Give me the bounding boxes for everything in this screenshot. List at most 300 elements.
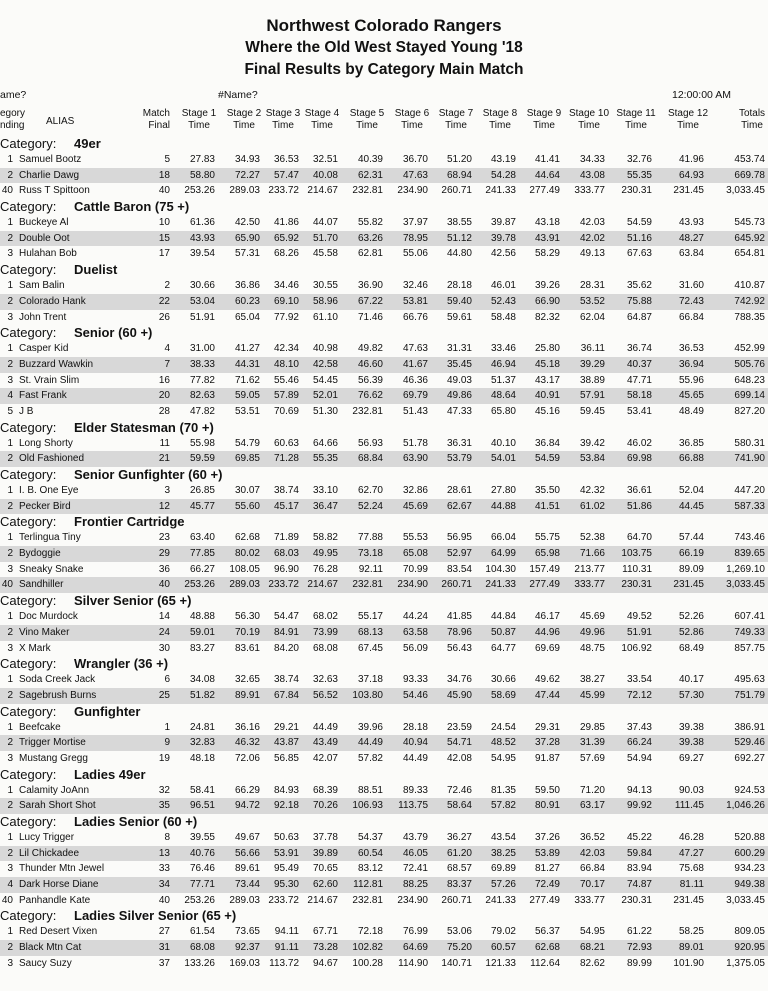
row-stage-10-time: 31.39 [579, 737, 605, 749]
row-stage-4-time: 32.63 [312, 674, 338, 686]
row-match-final: 3 [164, 485, 170, 496]
row-total-time: 545.73 [734, 217, 765, 229]
table-row [0, 436, 768, 452]
row-stage-1-time: 133.26 [184, 957, 215, 969]
row-stage-9-time: 56.37 [534, 926, 560, 938]
row-stage-3-time: 57.47 [273, 169, 299, 181]
category-header [0, 420, 768, 436]
row-stage-3-time: 91.11 [274, 942, 299, 954]
row-stage-7-time: 36.27 [446, 832, 472, 843]
row-stage-4-time: 214.67 [307, 579, 338, 591]
row-stage-7-time: 51.12 [446, 232, 472, 244]
row-stage-7-time: 72.46 [446, 784, 472, 796]
row-stage-3-time: 233.72 [268, 579, 299, 591]
row-stage-1-time: 55.98 [189, 437, 215, 449]
row-stage-11-time: 230.31 [621, 579, 652, 591]
row-match-final: 19 [158, 752, 170, 764]
table-row [0, 341, 768, 357]
row-match-final: 32 [158, 784, 170, 796]
table-row [0, 956, 768, 972]
row-stage-2-time: 289.03 [229, 579, 260, 591]
row-stage-5-time: 54.37 [357, 832, 383, 843]
row-stage-6-time: 41.67 [402, 358, 428, 370]
report-title-block [0, 14, 768, 81]
row-alias: Buzzard Wawkin [19, 358, 94, 370]
row-stage-11-time: 33.54 [626, 674, 652, 686]
category-label: Category: [0, 467, 57, 482]
row-stage-2-time: 80.02 [234, 548, 260, 560]
row-stage-3-time: 60.63 [273, 437, 299, 449]
row-stage-10-time: 333.77 [574, 894, 605, 906]
row-stage-10-time: 52.38 [579, 532, 605, 544]
row-stage-3-time: 233.72 [268, 894, 299, 906]
row-stage-9-time: 45.18 [534, 358, 560, 370]
row-alias: X Mark [19, 642, 51, 654]
row-stage-10-time: 43.08 [579, 169, 605, 181]
row-stage-12-time: 43.93 [678, 217, 704, 229]
row-stage-8-time: 54.28 [490, 169, 516, 181]
row-stage-12-time: 63.84 [678, 248, 704, 260]
col-header-stage-2: Stage 2 Time [226, 108, 262, 131]
table-row [0, 357, 768, 373]
row-total-time: 924.53 [734, 784, 765, 796]
row-stage-7-time: 83.37 [446, 879, 472, 891]
row-stage-8-time: 42.56 [490, 248, 516, 260]
row-stage-10-time: 82.62 [579, 957, 605, 969]
row-alias: Casper Kid [19, 343, 69, 355]
row-stage-6-time: 55.53 [402, 532, 428, 544]
row-total-time: 669.78 [734, 169, 765, 181]
row-match-final: 22 [158, 295, 170, 307]
row-stage-4-time: 73.99 [312, 626, 338, 638]
table-row [0, 924, 768, 940]
row-stage-6-time: 56.09 [402, 642, 428, 654]
row-stage-7-time: 36.31 [446, 437, 472, 449]
row-stage-6-time: 64.69 [402, 942, 428, 954]
row-stage-2-time: 53.51 [234, 405, 260, 417]
row-total-time: 743.46 [734, 532, 765, 544]
row-match-final: 25 [158, 689, 170, 701]
row-stage-2-time: 73.44 [234, 879, 260, 891]
row-standing: 3 [7, 957, 13, 969]
row-stage-1-time: 31.00 [189, 343, 215, 355]
row-stage-5-time: 100.28 [352, 957, 383, 969]
row-stage-4-time: 61.10 [312, 311, 338, 323]
category-header [0, 199, 768, 215]
row-alias: Old Fashioned [19, 453, 85, 465]
row-stage-5-time: 52.24 [357, 500, 383, 512]
row-stage-9-time: 43.18 [534, 217, 560, 229]
row-stage-10-time: 68.21 [579, 942, 605, 954]
table-row [0, 940, 768, 956]
row-alias: J B [19, 405, 34, 417]
row-stage-8-time: 69.89 [490, 863, 516, 875]
row-stage-2-time: 69.85 [234, 453, 260, 465]
name-label: ame? [0, 89, 27, 101]
row-stage-11-time: 45.22 [626, 832, 652, 843]
row-stage-5-time: 56.39 [357, 374, 383, 386]
row-stage-2-time: 71.62 [234, 374, 260, 386]
row-stage-7-time: 75.20 [446, 942, 472, 954]
row-stage-5-time: 46.60 [357, 358, 383, 370]
row-stage-8-time: 79.02 [490, 926, 516, 938]
row-alias: Lucy Trigger [19, 832, 75, 843]
table-row [0, 625, 768, 641]
row-alias: Beefcake [19, 721, 61, 733]
row-stage-11-time: 47.71 [626, 374, 652, 386]
row-stage-5-time: 77.88 [357, 532, 383, 544]
row-standing: 3 [7, 374, 13, 386]
row-standing: 4 [7, 879, 13, 891]
row-match-final: 33 [158, 863, 170, 875]
column-header [0, 108, 768, 136]
row-stage-1-time: 26.85 [189, 485, 215, 496]
category-label: Category: [0, 419, 57, 435]
category-label: Category: [0, 814, 57, 829]
row-stage-11-time: 67.63 [626, 248, 652, 260]
row-alias: Terlingua Tiny [19, 532, 81, 544]
row-stage-9-time: 47.44 [534, 689, 560, 701]
row-stage-7-time: 54.71 [446, 737, 472, 749]
row-stage-9-time: 58.29 [534, 248, 560, 260]
row-stage-7-time: 47.33 [446, 405, 472, 417]
row-stage-6-time: 113.75 [398, 800, 428, 812]
row-stage-1-time: 68.08 [189, 942, 215, 954]
row-match-final: 10 [158, 217, 170, 229]
row-stage-3-time: 94.11 [274, 926, 299, 938]
row-stage-4-time: 40.08 [312, 169, 338, 181]
row-stage-3-time: 50.63 [273, 832, 299, 843]
row-standing: 2 [7, 800, 13, 812]
row-stage-1-time: 82.63 [189, 390, 215, 402]
row-stage-11-time: 64.70 [626, 532, 652, 544]
category-header [0, 467, 768, 483]
row-stage-7-time: 58.64 [446, 800, 472, 812]
row-total-time: 654.81 [734, 248, 765, 260]
table-row [0, 893, 768, 909]
row-stage-11-time: 36.74 [626, 343, 652, 355]
row-stage-6-time: 76.99 [402, 926, 428, 938]
row-match-final: 17 [158, 248, 170, 260]
col-header-alias: ALIAS [46, 116, 75, 127]
row-stage-9-time: 80.91 [534, 800, 560, 812]
row-stage-3-time: 71.89 [273, 532, 299, 544]
row-stage-10-time: 29.85 [579, 721, 605, 733]
row-stage-11-time: 58.18 [626, 390, 652, 402]
row-total-time: 447.20 [734, 485, 765, 496]
row-stage-1-time: 48.18 [189, 752, 215, 764]
row-stage-6-time: 54.46 [402, 689, 428, 701]
row-stage-4-time: 30.55 [312, 280, 338, 292]
row-stage-4-time: 51.70 [312, 232, 338, 244]
row-stage-11-time: 75.88 [626, 295, 652, 307]
row-stage-9-time: 277.49 [529, 894, 560, 906]
row-stage-8-time: 40.10 [490, 437, 516, 449]
row-total-time: 1,046.26 [726, 800, 765, 812]
row-stage-7-time: 68.57 [446, 863, 472, 875]
row-match-final: 1 [164, 721, 170, 733]
report-title: Northwest Colorado Rangers [266, 16, 502, 35]
row-stage-7-time: 49.86 [446, 390, 472, 402]
row-stage-9-time: 277.49 [529, 579, 560, 591]
row-stage-10-time: 36.52 [579, 832, 605, 843]
row-stage-2-time: 70.19 [234, 626, 260, 638]
row-stage-10-time: 62.04 [579, 311, 605, 323]
row-stage-1-time: 58.80 [189, 169, 215, 181]
row-stage-1-time: 39.54 [189, 248, 215, 260]
row-stage-8-time: 57.82 [490, 800, 516, 812]
col-header-stage-3: Stage 3 Time [265, 108, 301, 131]
row-stage-7-time: 83.54 [446, 563, 472, 575]
row-stage-12-time: 89.01 [678, 942, 704, 954]
category-name: Ladies Silver Senior (65 +) [74, 908, 237, 924]
row-stage-7-time: 78.96 [446, 626, 472, 638]
row-stage-7-time: 260.71 [441, 185, 472, 197]
row-standing: 3 [7, 752, 13, 764]
col-header-stage-9: Stage 9 Time [526, 108, 562, 131]
row-stage-11-time: 32.76 [626, 154, 652, 165]
row-alias: Colorado Hank [19, 295, 86, 307]
category-name: Elder Statesman (70 +) [74, 419, 214, 435]
row-stage-3-time: 71.28 [273, 453, 299, 465]
row-stage-12-time: 41.96 [678, 154, 704, 165]
row-stage-6-time: 114.90 [398, 957, 428, 969]
row-stage-12-time: 52.26 [678, 611, 704, 623]
row-stage-6-time: 53.81 [402, 295, 428, 307]
row-stage-4-time: 36.47 [312, 500, 338, 512]
row-stage-3-time: 68.26 [273, 248, 299, 260]
row-match-final: 8 [164, 832, 170, 843]
table-row [0, 720, 768, 736]
category-name: Senior Gunfighter (60 +) [74, 467, 223, 482]
table-row [0, 672, 768, 688]
row-stage-12-time: 231.45 [673, 894, 704, 906]
table-row [0, 388, 768, 404]
row-stage-6-time: 47.63 [402, 169, 428, 181]
row-stage-1-time: 45.77 [189, 500, 215, 512]
row-stage-1-time: 53.04 [189, 295, 215, 307]
row-stage-5-time: 56.93 [357, 437, 383, 449]
row-stage-8-time: 241.33 [485, 894, 516, 906]
row-stage-11-time: 35.62 [626, 280, 652, 292]
row-alias: Dark Horse Diane [19, 879, 99, 891]
row-stage-10-time: 49.96 [579, 626, 605, 638]
row-stage-3-time: 57.89 [273, 390, 299, 402]
row-stage-6-time: 234.90 [397, 579, 428, 591]
row-stage-12-time: 45.65 [678, 390, 704, 402]
row-stage-3-time: 70.69 [273, 405, 299, 417]
row-stage-10-time: 53.84 [579, 453, 605, 465]
row-stage-6-time: 234.90 [397, 894, 428, 906]
row-stage-12-time: 40.17 [678, 674, 704, 686]
row-alias: Thunder Mtn Jewel [19, 863, 105, 875]
table-row [0, 861, 768, 877]
row-stage-1-time: 48.88 [189, 611, 215, 623]
table-row [0, 530, 768, 546]
col-header-stage-1: Stage 1 Time [181, 108, 217, 131]
row-total-time: 452.99 [734, 343, 765, 355]
row-stage-11-time: 230.31 [621, 894, 652, 906]
row-stage-3-time: 95.30 [273, 879, 299, 891]
row-stage-10-time: 213.77 [574, 563, 605, 575]
table-row [0, 877, 768, 893]
row-stage-5-time: 73.18 [357, 548, 383, 560]
row-alias: Lil Chickadee [19, 847, 80, 859]
row-stage-6-time: 89.33 [402, 784, 428, 796]
row-stage-11-time: 72.12 [626, 689, 652, 701]
row-standing: 2 [7, 626, 13, 638]
row-stage-2-time: 73.65 [234, 926, 260, 938]
row-standing: 2 [7, 169, 13, 181]
category-label: Category: [0, 656, 57, 672]
row-stage-9-time: 277.49 [529, 185, 560, 197]
row-stage-4-time: 76.28 [312, 563, 338, 575]
category-label: Category: [0, 908, 57, 924]
table-row [0, 830, 768, 846]
row-stage-3-time: 38.74 [273, 485, 299, 496]
row-stage-9-time: 112.64 [530, 957, 560, 969]
row-stage-4-time: 43.49 [312, 737, 338, 749]
table-row [0, 751, 768, 767]
row-stage-1-time: 34.08 [189, 674, 215, 686]
row-stage-1-time: 43.93 [189, 232, 215, 244]
row-stage-11-time: 36.61 [626, 485, 652, 496]
row-stage-8-time: 64.77 [490, 642, 516, 654]
row-stage-7-time: 28.61 [446, 485, 472, 496]
row-stage-2-time: 92.37 [234, 942, 260, 954]
table-row [0, 846, 768, 862]
row-alias: Panhandle Kate [19, 894, 91, 906]
row-stage-7-time: 140.71 [441, 957, 472, 969]
row-alias: Soda Creek Jack [19, 674, 96, 686]
row-standing: 2 [7, 548, 13, 560]
row-stage-2-time: 41.27 [234, 343, 260, 355]
row-stage-5-time: 232.81 [352, 185, 383, 197]
row-stage-7-time: 42.08 [446, 752, 472, 764]
row-stage-6-time: 46.36 [402, 374, 428, 386]
table-row [0, 546, 768, 562]
row-stage-12-time: 31.60 [678, 280, 704, 292]
row-stage-7-time: 260.71 [441, 579, 472, 591]
row-total-time: 827.20 [734, 405, 765, 417]
row-stage-4-time: 70.26 [312, 800, 338, 812]
col-header-match: Match Final [142, 108, 170, 131]
row-stage-3-time: 77.92 [273, 311, 299, 323]
row-stage-4-time: 54.45 [312, 374, 338, 386]
row-alias: Red Desert Vixen [19, 926, 98, 938]
row-stage-1-time: 77.85 [189, 548, 215, 560]
row-stage-1-time: 77.82 [189, 374, 215, 386]
row-stage-4-time: 68.02 [312, 611, 338, 623]
col-header-stage-10: Stage 10 Time [568, 108, 610, 131]
row-stage-5-time: 55.17 [357, 611, 383, 623]
row-alias: Vino Maker [19, 626, 70, 638]
row-total-time: 742.92 [734, 295, 765, 307]
report-subtitle: Where the Old West Stayed Young '18 [245, 39, 523, 56]
row-stage-10-time: 63.17 [579, 800, 605, 812]
row-stage-10-time: 59.45 [579, 405, 605, 417]
results-table [0, 136, 768, 972]
table-row [0, 152, 768, 168]
row-stage-7-time: 56.95 [446, 532, 472, 544]
row-stage-9-time: 66.90 [534, 295, 560, 307]
row-stage-9-time: 82.32 [534, 311, 560, 323]
col-header-stage-11: Stage 11 Time [616, 108, 656, 131]
row-stage-9-time: 157.49 [529, 563, 560, 575]
row-stage-11-time: 74.87 [626, 879, 652, 891]
row-stage-6-time: 234.90 [397, 185, 428, 197]
row-match-final: 5 [164, 154, 170, 165]
row-stage-9-time: 65.98 [534, 548, 560, 560]
row-alias: Sneaky Snake [19, 563, 84, 575]
row-stage-6-time: 63.58 [402, 626, 428, 638]
row-stage-4-time: 37.78 [312, 832, 338, 843]
category-name: Silver Senior (65 +) [74, 593, 192, 609]
row-stage-1-time: 27.83 [189, 154, 215, 165]
row-stage-12-time: 36.53 [678, 343, 704, 355]
row-stage-4-time: 44.07 [312, 217, 338, 229]
row-stage-1-time: 76.46 [189, 863, 215, 875]
table-row [0, 577, 768, 593]
row-total-time: 699.14 [734, 390, 765, 402]
row-stage-3-time: 38.74 [273, 674, 299, 686]
row-stage-5-time: 106.93 [352, 800, 383, 812]
row-match-final: 34 [158, 879, 170, 891]
row-stage-2-time: 65.04 [234, 311, 260, 323]
row-alias: Samuel Bootz [19, 154, 82, 165]
row-stage-2-time: 60.23 [234, 295, 260, 307]
row-stage-11-time: 99.92 [626, 800, 652, 812]
row-stage-10-time: 71.66 [579, 548, 605, 560]
row-stage-5-time: 76.62 [357, 390, 383, 402]
row-stage-6-time: 32.46 [402, 280, 428, 292]
row-total-time: 3,033.45 [726, 185, 765, 197]
table-row [0, 231, 768, 247]
row-stage-11-time: 51.86 [626, 500, 652, 512]
row-stage-12-time: 231.45 [673, 185, 704, 197]
row-stage-4-time: 214.67 [307, 894, 338, 906]
category-header [0, 593, 768, 609]
category-header [0, 325, 768, 341]
row-stage-12-time: 55.96 [678, 374, 704, 386]
row-alias: Sandhiller [19, 579, 64, 591]
row-stage-5-time: 71.46 [357, 311, 383, 323]
row-stage-3-time: 84.91 [273, 626, 299, 638]
row-stage-1-time: 61.54 [189, 926, 215, 938]
row-stage-12-time: 231.45 [673, 579, 704, 591]
category-header [0, 767, 768, 783]
col-header-stage-8: Stage 8 Time [482, 108, 518, 131]
row-stage-10-time: 53.52 [579, 295, 605, 307]
row-alias: Long Shorty [19, 437, 73, 449]
row-total-time: 857.75 [734, 642, 765, 654]
row-stage-1-time: 83.27 [189, 642, 215, 654]
row-stage-10-time: 34.33 [579, 154, 605, 165]
row-match-final: 7 [164, 358, 170, 370]
row-stage-7-time: 68.94 [446, 169, 472, 181]
row-stage-8-time: 38.25 [490, 847, 516, 859]
row-match-final: 20 [158, 390, 170, 402]
row-stage-12-time: 39.38 [678, 721, 704, 733]
row-stage-10-time: 57.91 [579, 390, 605, 402]
row-stage-5-time: 40.39 [357, 154, 383, 165]
row-stage-9-time: 25.80 [534, 343, 560, 355]
col-header-totals: Totals Time [738, 108, 766, 131]
row-stage-1-time: 38.33 [189, 358, 215, 370]
row-standing: 1 [7, 784, 13, 796]
row-match-final: 14 [158, 611, 170, 623]
row-stage-3-time: 233.72 [268, 185, 299, 197]
